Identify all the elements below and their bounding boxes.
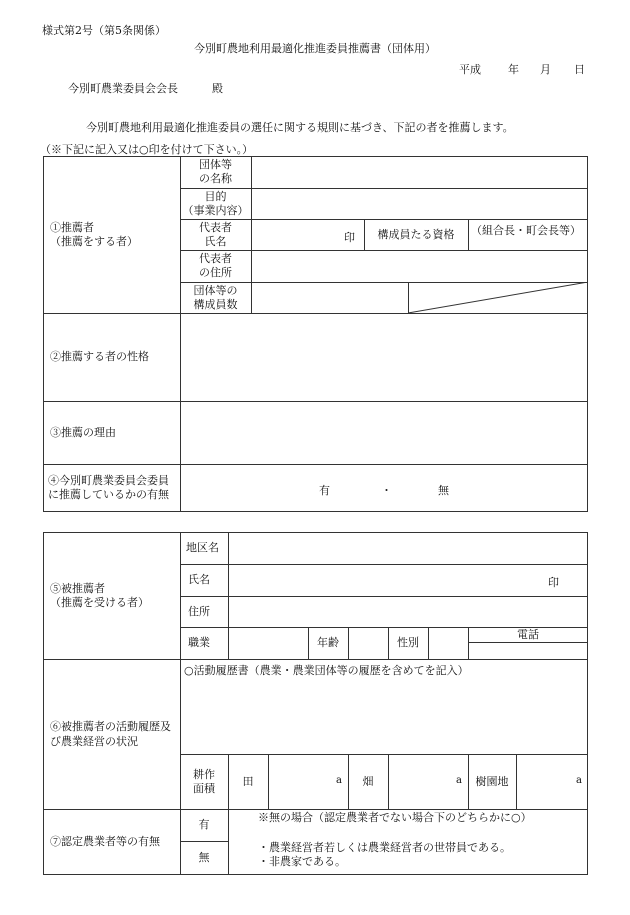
orchard-area-field[interactable] xyxy=(517,755,572,808)
upland-area-field[interactable] xyxy=(389,755,451,808)
committee-nomination-label: ④今別町農業委員会委員に推薦しているかの有無 xyxy=(48,473,169,501)
nominee-address-label: 住所 xyxy=(188,604,210,618)
phone-label: 電話 xyxy=(517,627,539,641)
member-count-label: 団体等の 構成員数 xyxy=(193,283,238,311)
activity-history-note: ○活動履歴書（農業・農業団体等の履歴を含めてを記入） xyxy=(184,664,469,677)
date-day: 日 xyxy=(574,63,585,76)
upland-unit: a xyxy=(456,775,462,786)
cultivation-area-label: 耕作 面積 xyxy=(193,767,215,795)
paddy-label: 田 xyxy=(242,774,254,788)
honorific: 殿 xyxy=(212,82,223,95)
addressee: 今別町農業委員会会長 xyxy=(68,82,178,95)
org-name-label: 団体等 の名称 xyxy=(199,158,232,185)
document-title: 今別町農地利用最適化推進委員推薦書（団体用） xyxy=(194,42,436,55)
phone-field[interactable] xyxy=(469,643,587,658)
purpose-field[interactable] xyxy=(252,189,587,218)
activity-section-label: ⑥被推薦者の活動履歴及び農業経営の状況 xyxy=(50,719,171,748)
diagonal-strike xyxy=(408,282,588,313)
activity-history-field[interactable] xyxy=(181,678,587,753)
rep-address-field[interactable] xyxy=(252,251,587,281)
form-number: 様式第2号（第5条関係） xyxy=(42,24,166,37)
nominee-character-label: ②推薦する者の性格 xyxy=(50,350,149,364)
nominee-section-label: ⑤被推薦者 （推薦を受ける者） xyxy=(50,581,149,609)
age-label: 年齢 xyxy=(317,636,339,650)
certified-no[interactable]: 無 xyxy=(198,851,210,865)
nominee-name-field[interactable] xyxy=(229,565,529,595)
age-field[interactable] xyxy=(349,628,387,658)
member-qualification-label: 構成員たる資格 xyxy=(377,227,455,241)
certified-note: ※無の場合（認定農業者でない場合下のどちらかに○） xyxy=(258,811,532,824)
nominee-address-field[interactable] xyxy=(229,597,587,626)
gender-field[interactable] xyxy=(429,628,467,658)
nomination-no[interactable]: 無 xyxy=(438,484,449,497)
option-farm-household[interactable]: ・農業経営者若しくは農業経営者の世帯員である。 xyxy=(258,841,511,854)
certified-farmer-label: ⑦認定農業者等の有無 xyxy=(50,835,160,849)
instruction-note: （※下記に記入又は○印を付けて下さい。） xyxy=(40,143,254,156)
intro-text: 今別町農地利用最適化推進委員の選任に関する規則に基づき、下記の者を推薦します。 xyxy=(86,121,514,134)
purpose-label: 目的 （事業内容） xyxy=(182,189,249,217)
occupation-field[interactable] xyxy=(229,628,307,658)
nominee-name-label: 氏名 xyxy=(188,573,210,587)
district-label: 地区名 xyxy=(186,541,219,555)
rep-name-label: 代表者 氏名 xyxy=(199,220,232,248)
rep-seal-mark: 印 xyxy=(344,231,355,244)
nomination-yes[interactable]: 有 xyxy=(319,484,330,497)
gender-label: 性別 xyxy=(397,636,419,650)
paddy-unit: a xyxy=(336,775,342,786)
orchard-unit: a xyxy=(576,775,582,786)
date-year: 年 xyxy=(508,63,519,76)
district-field[interactable] xyxy=(229,533,587,563)
nominee-seal-mark: 印 xyxy=(548,576,559,589)
rep-name-field[interactable] xyxy=(252,220,342,249)
orchard-label: 樹園地 xyxy=(475,774,509,788)
certified-yes[interactable]: 有 xyxy=(198,818,210,832)
occupation-label: 職業 xyxy=(188,636,210,650)
rep-address-label: 代表者 の住所 xyxy=(199,252,232,279)
date-month: 月 xyxy=(540,63,551,76)
nomination-separator: ・ xyxy=(381,484,392,497)
member-count-field[interactable] xyxy=(252,283,407,312)
option-non-farmer[interactable]: ・非農家である。 xyxy=(258,855,346,868)
recommend-reason-label: ③推薦の理由 xyxy=(50,425,116,439)
upland-label: 畑 xyxy=(362,774,374,788)
date-era: 平成 xyxy=(459,63,481,76)
org-name-field[interactable] xyxy=(252,157,587,187)
nominee-character-field[interactable] xyxy=(181,314,587,400)
qualification-example: （組合長・町会長等） xyxy=(471,224,581,237)
recommender-section-label: ①推薦者 （推薦をする者） xyxy=(50,220,138,248)
recommend-reason-field[interactable] xyxy=(181,402,587,463)
paddy-area-field[interactable] xyxy=(269,755,331,808)
